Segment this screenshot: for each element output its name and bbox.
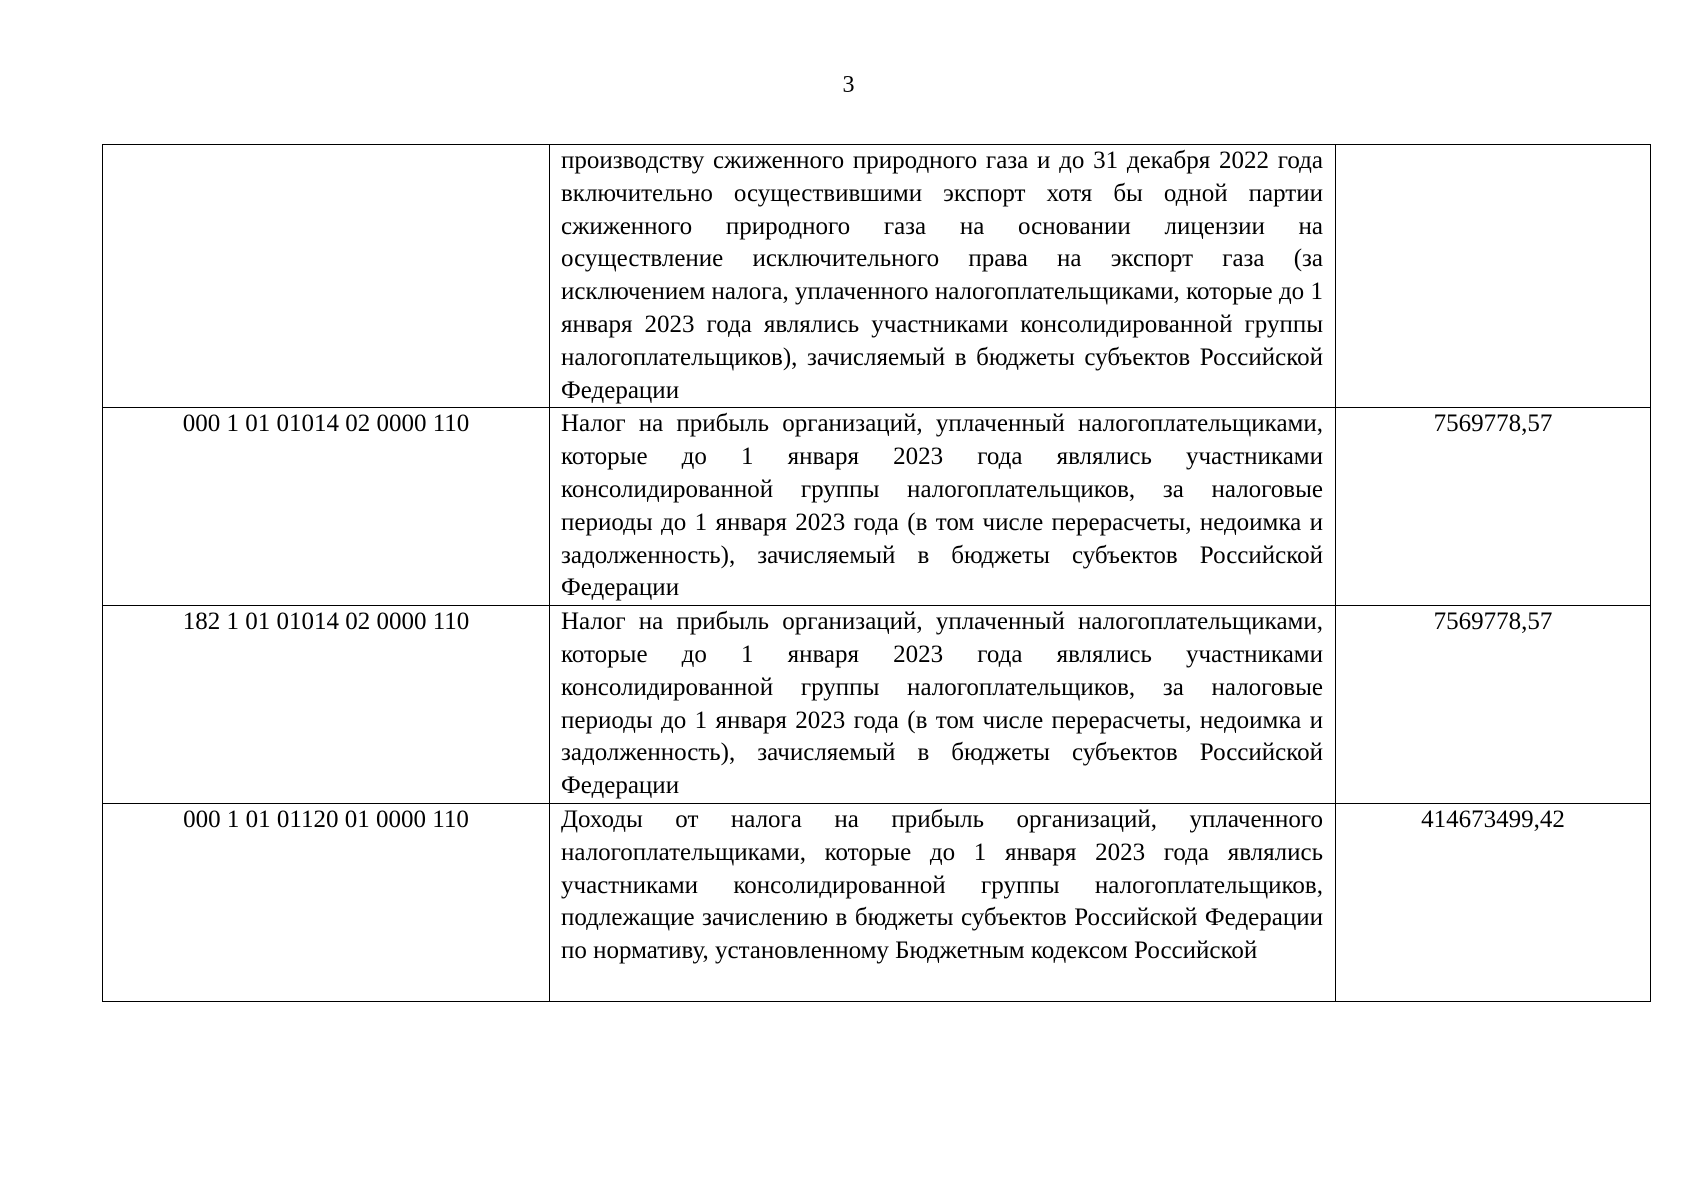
revenue-name-cell: производству сжиженного природного газа и до 31 декабря 2022 года включительно осуществившими экспорт хотя бы одной партии сжиженного природного газа на основании лицензии на осуществление исключительного права на экспорт газа (за исключением налога, уплаченного налогоплательщиками, которые до 1 января 2023 года являлись участниками консолидированной группы налогоплательщиков), зачисляемый в бюджеты субъектов Российской Федерации	[550, 145, 1336, 408]
amount-cell	[1336, 145, 1651, 408]
revenue-name-cell: Налог на прибыль организаций, уплаченный налогоплательщиками, которые до 1 января 2023 года являлись участниками консолидированной группы налогоплательщиков, за налоговые периоды до 1 января 2023 года (в том числе перерасчеты, недоимка и задолженность), зачисляемый в бюджеты субъектов Российской Федерации	[550, 408, 1336, 606]
table-row	[103, 408, 1651, 606]
budget-revenue-table	[102, 144, 1651, 1002]
revenue-name-cell: Налог на прибыль организаций, уплаченный налогоплательщиками, которые до 1 января 2023 года являлись участниками консолидированной группы налогоплательщиков, за налоговые периоды до 1 января 2023 года (в том числе перерасчеты, недоимка и задолженность), зачисляемый в бюджеты субъектов Российской Федерации	[550, 606, 1336, 804]
budget-code-cell	[103, 803, 550, 1001]
amount-cell: 7569778,57	[1336, 606, 1651, 804]
budget-code-cell	[103, 145, 550, 408]
page-number: 3	[842, 72, 855, 98]
table-row	[103, 145, 1651, 408]
revenue-name-cell	[550, 803, 1336, 1001]
amount-cell	[1336, 803, 1651, 1001]
budget-code-cell: 182 1 01 01014 02 0000 110	[103, 606, 550, 804]
revenue-name-text: Доходы от налога на прибыль организаций, уплаченного налогоплательщиками, которые до 1 января 2023 года являлись участниками консолидированной группы налогоплательщиков, подлежащие зачислению в бюджеты субъектов Российской Федерации по нормативу, установленному Бюджетным кодексом Российской	[561, 805, 1323, 965]
table-row	[103, 803, 1651, 1001]
table-row	[103, 606, 1651, 804]
amount-cell: 7569778,57	[1336, 408, 1651, 606]
budget-code-cell: 000 1 01 01014 02 0000 110	[103, 408, 550, 606]
budget-code-text: 000 1 01 01120 01 0000 110	[183, 805, 469, 833]
amount-text: 414673499,42	[1421, 805, 1565, 833]
